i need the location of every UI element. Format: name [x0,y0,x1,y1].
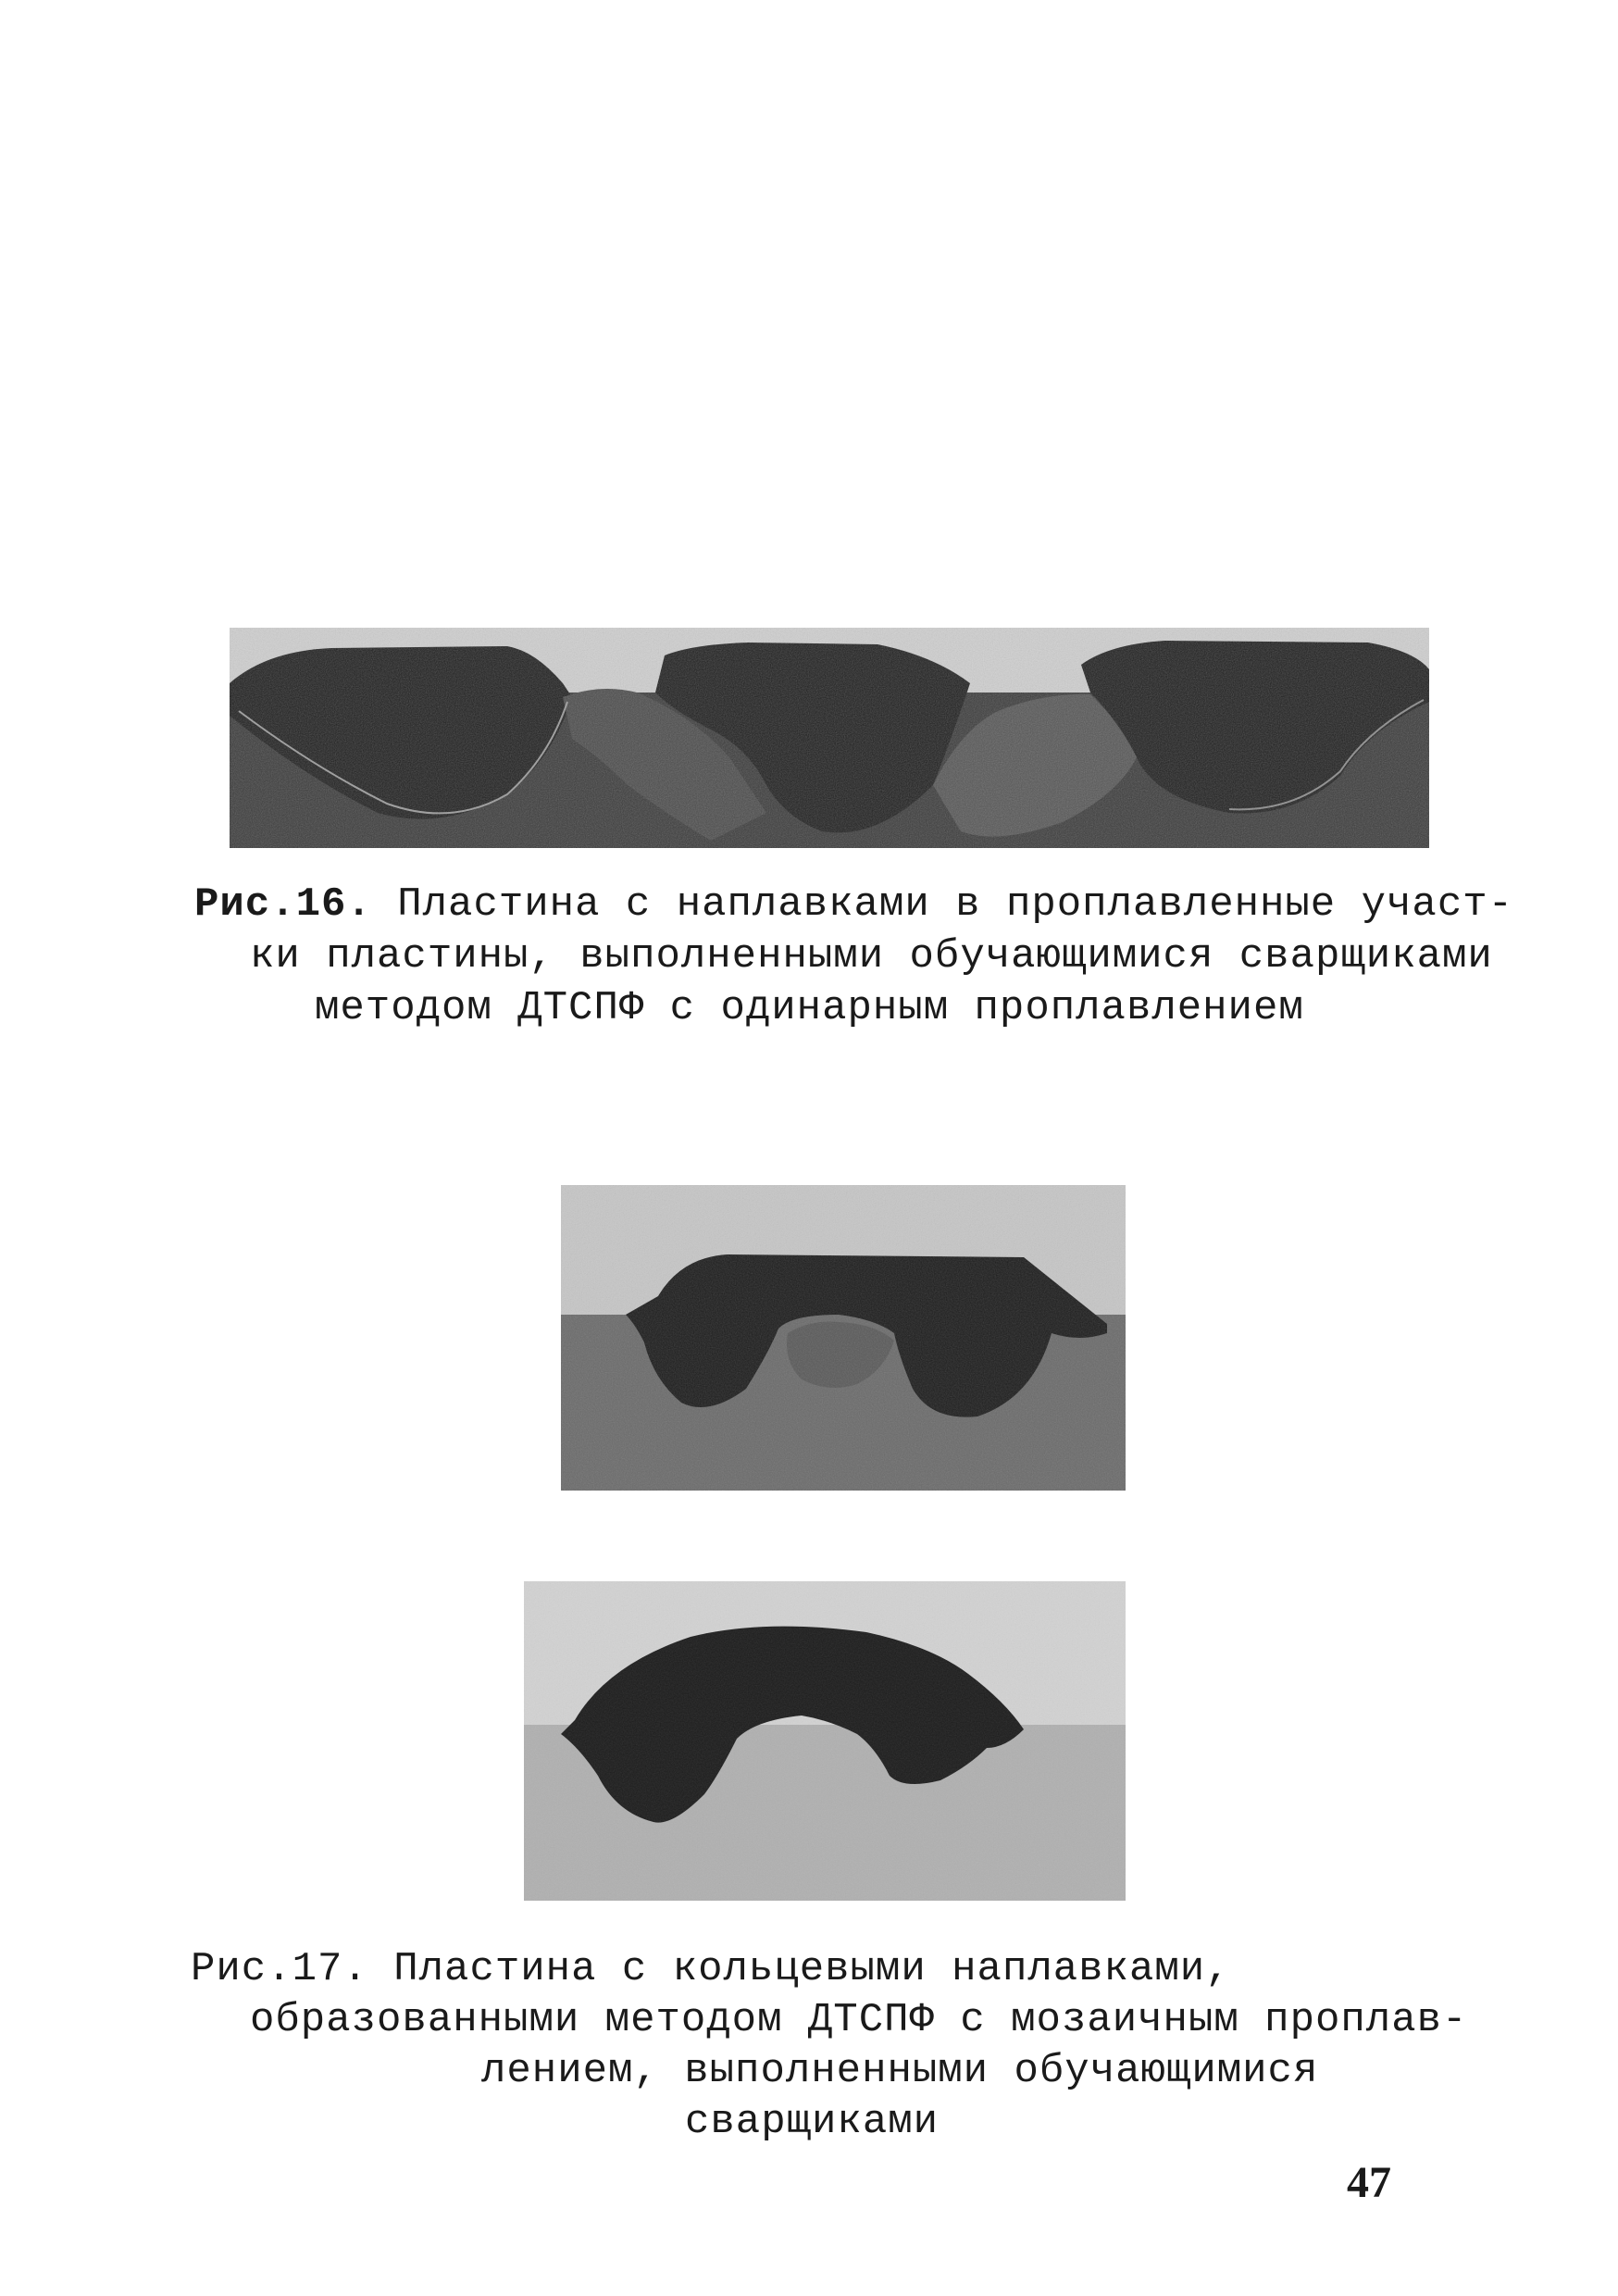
figure-17-caption-line-2: образованными методом ДТСПФ с мозаичным проплав- [250,1997,1468,2043]
figure-16-photo [230,628,1429,848]
figure-17-photo-top [561,1185,1126,1491]
figure-16-caption-text-1: Пластина с наплавками в проплавленные участ- [397,881,1514,928]
figure-17-caption-line-4: сварщиками [685,2099,940,2145]
figure-17-caption-line-3: лением, выполненными обучающимися [481,2048,1319,2094]
figure-17-caption-line-1 [191,1944,1231,1994]
figure-17-photo-bottom [524,1581,1126,1901]
figure-16-label: Рис.16. [194,881,372,928]
figure-16-caption-line-3: методом ДТСПФ с одинарным проплавлением [315,985,1304,1031]
figure-17-label: Рис.17. [191,1946,368,1992]
figure-16-caption-line-1 [194,880,1513,930]
page-number: 47 [1347,2158,1391,2207]
figure-16-caption-line-2: ки пластины, выполненными обучающимися сварщиками [250,933,1493,980]
figure-17-caption-text-1: Пластина с кольцевыми наплавками, [393,1946,1231,1992]
